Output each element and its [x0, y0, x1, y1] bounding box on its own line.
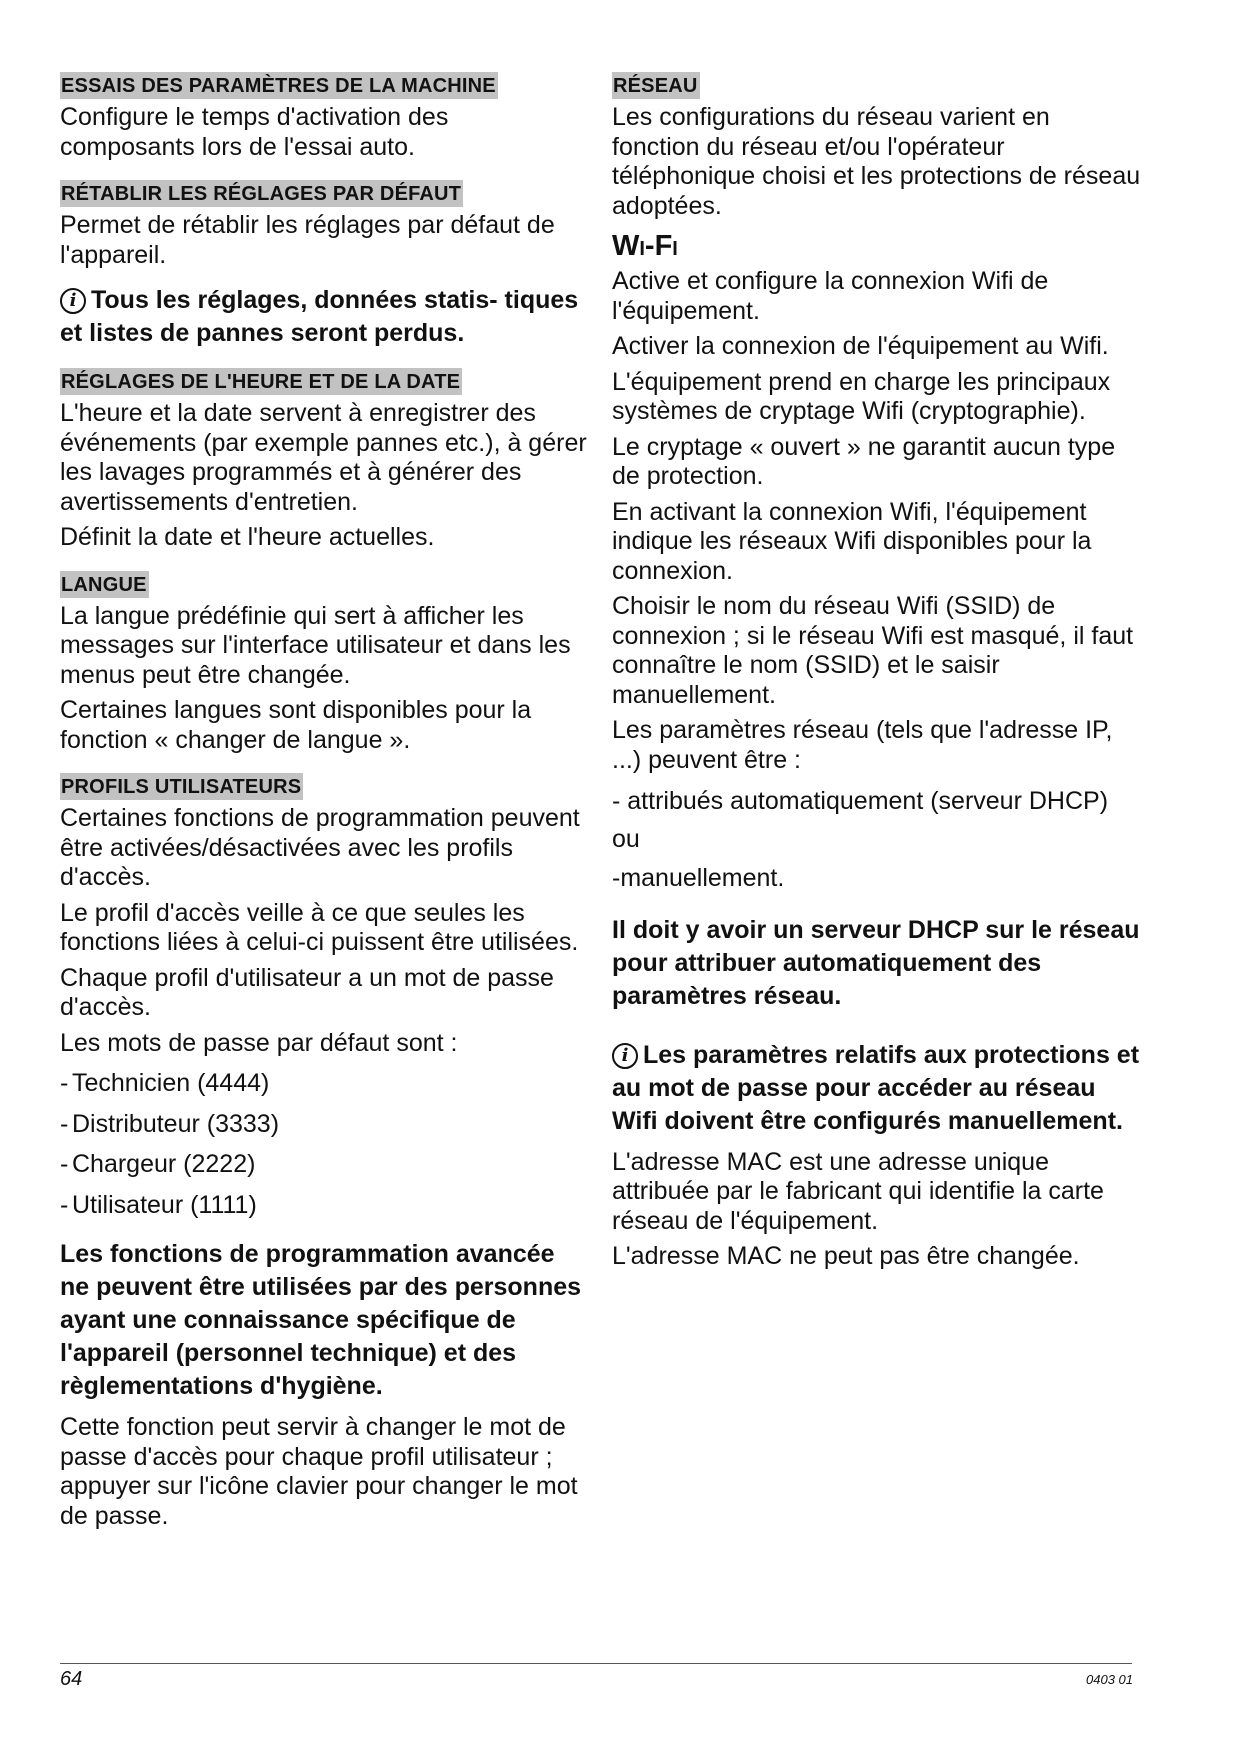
- paragraph: Les paramètres réseau (tels que l'adresse IP, ...) peuvent être :: [612, 716, 1113, 774]
- section-heading: RÉSEAU: [612, 72, 700, 99]
- bold-warning: Il doit y avoir un serveur DHCP sur le réseau pour attribuer automatiquement des paramètres réseau.: [612, 915, 1140, 1010]
- paragraph: Activer la connexion de l'équipement au Wifi.: [612, 332, 1109, 360]
- info-note-text: Les paramètres relatifs aux protections et au mot de passe pour accéder au réseau Wifi doivent être configurés manuellement.: [612, 1040, 1140, 1135]
- footer-divider: [60, 1663, 1132, 1664]
- paragraph: Chaque profil d'utilisateur a un mot de passe d'accès.: [60, 963, 554, 1021]
- section-heading: RÉGLAGES DE L'HEURE ET DE LA DATE: [60, 368, 462, 395]
- paragraph: Définit la date et l'heure actuelles.: [60, 523, 435, 551]
- section-heading: ESSAIS DES PARAMÈTRES DE LA MACHINE: [60, 72, 498, 99]
- info-icon: i: [612, 1043, 638, 1069]
- paragraph: Le profil d'accès veille à ce que seules les fonctions liées à celui-ci puissent être utilisées.: [60, 898, 579, 956]
- paragraph: Le cryptage « ouvert » ne garantit aucun type de protection.: [612, 432, 1116, 490]
- dash: -: [60, 1150, 69, 1178]
- section-wifi: [612, 229, 1142, 1272]
- paragraph: Les mots de passe par défaut sont :: [60, 1028, 458, 1057]
- right-column: [612, 72, 1142, 1290]
- list-item: [60, 1191, 590, 1221]
- paragraph: En activant la connexion Wifi, l'équipement indique les réseaux Wifi disponibles pour la connexion.: [612, 497, 1092, 585]
- info-icon: i: [60, 288, 86, 314]
- list-item-text: Technicien (4444): [72, 1069, 270, 1097]
- info-note-text: Tous les réglages, données statis- tiques et listes de pannes seront perdus.: [60, 286, 579, 347]
- paragraph: Les configurations du réseau varient en fonction du réseau et/ou l'opérateur téléphonique choisi et les protections de réseau adoptées.: [612, 103, 1141, 220]
- paragraph: L'adresse MAC est une adresse unique attribuée par le fabricant qui identifie la carte réseau de l'équipement.: [612, 1147, 1104, 1235]
- bold-warning: Les fonctions de programmation avancée ne peuvent être utilisées par des personnes ayant une connaissance spécifique de l'appareil (personnel technique) et des règlementations d'hygiène.: [60, 1240, 582, 1400]
- paragraph: La langue prédéfinie qui sert à afficher les messages sur l'interface utilisateur et dans les menus peut être changée.: [60, 601, 571, 689]
- left-column: [60, 72, 590, 1549]
- list-item-text: Utilisateur (1111): [72, 1190, 257, 1219]
- list-item-text: Chargeur (2222): [72, 1150, 256, 1178]
- paragraph: Certaines langues sont disponibles pour la fonction « changer de langue ».: [60, 696, 532, 754]
- list-item-text: Distributeur (3333): [72, 1109, 280, 1138]
- wifi-title: Wi-Fi: [612, 230, 678, 262]
- paragraph: Certaines fonctions de programmation peuvent être activées/désactivées avec les profils d'accès.: [60, 804, 580, 891]
- dash: -: [60, 1190, 69, 1219]
- section-heading: LANGUE: [60, 571, 149, 598]
- section-langue: [60, 571, 590, 756]
- paragraph: L'équipement prend en charge les principaux systèmes de cryptage Wifi (cryptographie).: [612, 367, 1111, 425]
- dash: -: [60, 1109, 69, 1138]
- paragraph: Active et configure la connexion Wifi de l'équipement.: [612, 267, 1049, 325]
- list-item: - attribués automatiquement (serveur DHCP): [612, 787, 1109, 815]
- paragraph: Configure le temps d'activation des composants lors de l'essai auto.: [60, 103, 449, 161]
- section-retablir: [60, 180, 590, 350]
- info-note: [60, 284, 590, 350]
- paragraph: Cette fonction peut servir à changer le mot de passe d'accès pour chaque profil utilisateur ; appuyer sur l'icône clavier pour changer le mot de passe.: [60, 1413, 578, 1530]
- list-item: -manuellement.: [612, 864, 785, 892]
- info-note: [612, 1039, 1142, 1138]
- page-number: 64: [60, 1668, 83, 1690]
- paragraph: Choisir le nom du réseau Wifi (SSID) de connexion ; si le réseau Wifi est masqué, il faut connaître le nom (SSID) et le saisir manuellement.: [612, 592, 1134, 709]
- list-item: [60, 1150, 590, 1180]
- section-heading: PROFILS UTILISATEURS: [60, 773, 303, 800]
- section-profils: [60, 773, 590, 1531]
- list-item: [60, 1069, 590, 1099]
- section-reseau: [612, 72, 1142, 221]
- dash: -: [60, 1069, 69, 1097]
- paragraph: L'adresse MAC ne peut pas être changée.: [612, 1242, 1080, 1270]
- paragraph: Permet de rétablir les réglages par défaut de l'appareil.: [60, 211, 555, 269]
- paragraph: ou: [612, 824, 640, 853]
- list-item: [60, 1110, 590, 1140]
- paragraph: L'heure et la date servent à enregistrer des événements (par exemple pannes etc.), à gérer les lavages programmés et à générer des avertissements d'entretien.: [60, 399, 587, 516]
- document-code: 0403 01: [1086, 1672, 1133, 1687]
- section-heure: [60, 368, 590, 553]
- section-essais: [60, 72, 590, 162]
- section-heading: RÉTABLIR LES RÉGLAGES PAR DÉFAUT: [60, 180, 463, 207]
